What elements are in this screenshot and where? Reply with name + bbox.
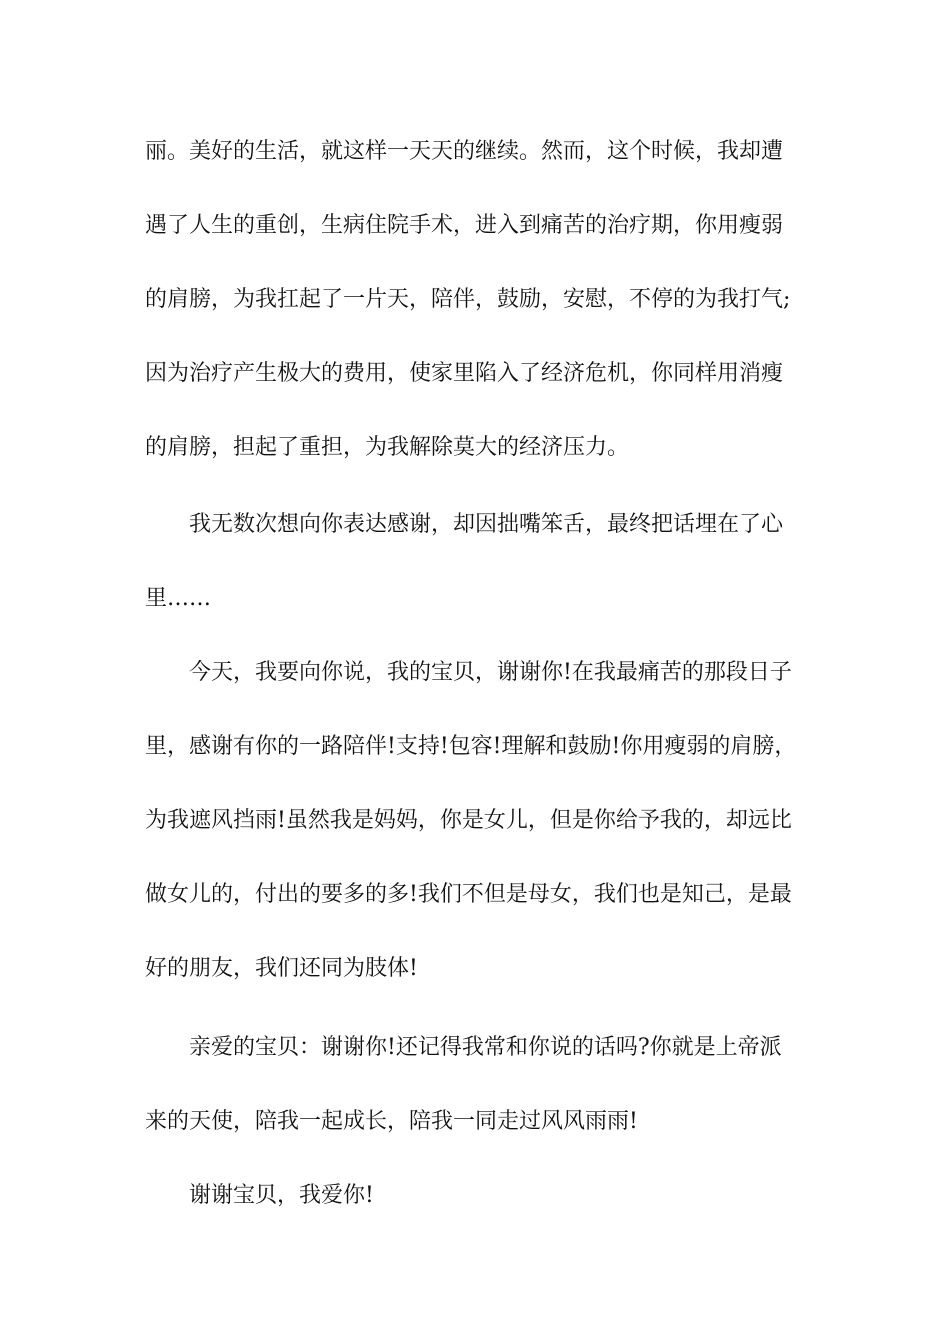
text-line: 来的天使，陪我一起成长，陪我一同走过风风雨雨! (145, 1109, 638, 1134)
text-line: 因为治疗产生极大的费用，使家里陷入了经济危机，你同样用消瘦 (145, 361, 784, 386)
text-line: 里…… (145, 586, 212, 611)
paragraph-first-line: 今天，我要向你说，我的宝贝，谢谢你!在我最痛苦的那段日子 (189, 660, 792, 685)
text-line: 的肩膀，担起了重担，为我解除莫大的经济压力。 (145, 435, 630, 460)
paragraph-first-line: 谢谢宝贝，我爱你! (189, 1183, 374, 1208)
text-line: 好的朋友，我们还同为肢体! (145, 956, 418, 981)
paragraph-first-line: 我无数次想向你表达感谢，却因拙嘴笨舌，最终把话埋在了心 (189, 512, 784, 537)
text-line: 里，感谢有你的一路陪伴!支持!包容!理解和鼓励!你用瘦弱的肩膀， (145, 734, 797, 759)
text-line: 的肩膀，为我扛起了一片天，陪伴，鼓励，安慰，不停的为我打气; (145, 287, 791, 312)
text-line: 遇了人生的重创，生病住院手术，进入到痛苦的治疗期，你用瘦弱 (145, 213, 784, 238)
text-line: 为我遮风挡雨!虽然我是妈妈，你是女儿，但是你给予我的，却远比 (145, 808, 792, 833)
text-line: 丽。美好的生活，就这样一天天的继续。然而，这个时候，我却遭 (145, 139, 784, 164)
text-line: 做女儿的，付出的要多的多!我们不但是母女，我们也是知己，是最 (145, 882, 792, 907)
paragraph-first-line: 亲爱的宝贝：谢谢你!还记得我常和你说的话吗?你就是上帝派 (189, 1035, 782, 1060)
